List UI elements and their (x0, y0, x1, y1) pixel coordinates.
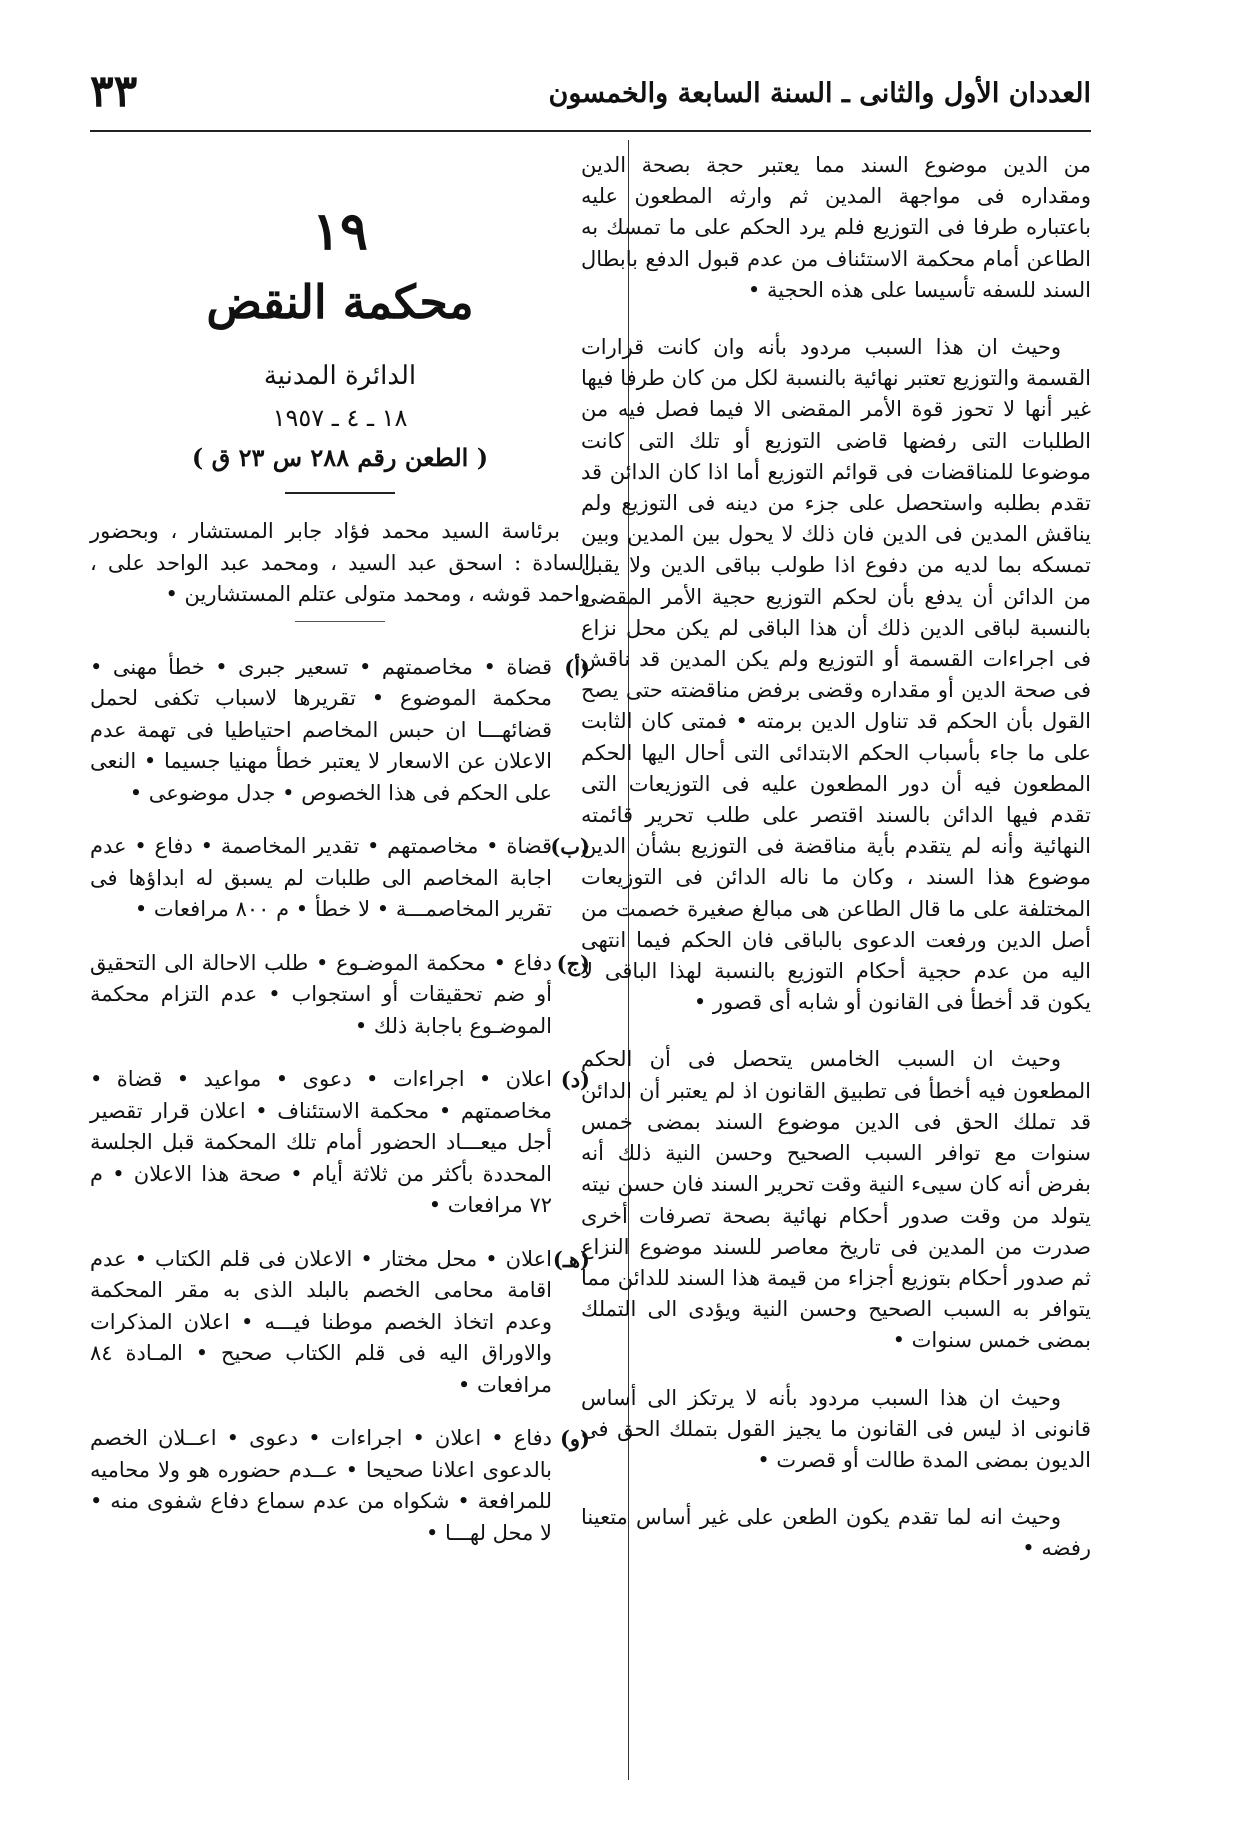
headnote-text: اعلان • محل مختار • الاعلان فى قلم الكتاب • عدم اقامة محامى الخصم بالبلد الذى به مقر المحكمة وعدم اتخاذ الخصم موطنا فيـــه • اعلان المذكرات والاوراق اليه فى قلم الكتاب صحيح • المـادة ٨٤ مرافعات • (90, 1246, 552, 1397)
paragraph: وحيث ان هذا السبب مردود بأنه وان كانت قرارات القسمة والتوزيع تعتبر نهائية بالنسبة لكل من كان طرفا فيها غير أنها لا تحوز قوة الأمر المقضى الا فيما فصل فيه من الطلبات التى رفضها قاضى التوزيع أو تلك التى كانت موضوعا للمناقضات فى قوائم التوزيع أما اذا كان الدائن قد تقدم بطلبه واستحصل على جزء من دينه فى التوزيع ولم يناقش المدين فى الدين فان ذلك لا يحول بين المدين وبين تمسكه بما لديه من دفوع اذا طولب بباقى الدين ولا يقبل من الدائن أن يدفع بأن لحكم التوزيع حجية الأمر المقضى بالنسبة لباقى الدين ذلك أن هذا الباقى لم يكن محل نزاع فى اجراءات القسمة أو التوزيع ولم يكن المدين قد ناقش فى صحة الدين أو مقداره وقضى برفض مناقضته حتى يصح القول بأن الحكم قد تناول الدين برمته • فمتى كان الثابت على ما جاء بأسباب الحكم الابتدائى التى أحال اليها الحكم المطعون فيه أن دور المطعون عليه فى التوزيعات التى تقدم فيها الدائن بالسند اقتصر على طلب تحرير قائمته النهائية وأنه لم يتقدم بأية مناقضة فى التوزيع بشأن الدين موضوع هذا السند ، وكان ما ناله الدائن فى التوزيعات المختلفة على ما قال الطاعن هى مبالغ صغيرة خصمت من أصل الدين ورفعت الدعوى بالباقى فان الحكم فيما انتهى اليه من عدم حجية أحكام التوزيع بالنسبة لهذا الباقى لا يكون قد أخطأ فى القانون أو شابه أى قصور • (581, 335, 1091, 1015)
paragraph: وحيث ان هذا السبب مردود بأنه لا يرتكز الى أساس قانونى اذ ليس فى القانون ما يجيز القول بتملك الحق فى الديون بمضى المدة طالت أو قصرت • (581, 1385, 1091, 1472)
case-number: ١٩ (312, 201, 368, 262)
paragraph: وحيث ان السبب الخامس يتحصل فى أن الحكم المطعون فيه أخطأ فى تطبيق القانون اذ لم يعتبر أن الدائن قد تملك الحق فى الدين موضوع السند بمضى خمس سنوات مع توافر السبب الصحيح وحسن النية ذلك أنه بفرض أنه كان سيىء النية وقت تحرير السند فان حسن نيته يتولد من وقت صدور أحكام نهائية بصحة تصرفات أخرى صدرت من المدين فى تاريخ معاصر للسند موضوع النزاع ثم صدور أحكام بتوزيع أجزاء من قيمة هذا السند للدائن مما يتوافر به السبب الصحيح وحسن النية ويؤدى الى التملك بمضى خمس سنوات • (581, 1047, 1091, 1353)
right-column (581, 150, 1091, 1591)
paragraph: وحيث انه لما تقدم يكون الطعن على غير أساس متعينا رفضه • (581, 1505, 1091, 1561)
headnote-text: دفاع • محكمة الموضـوع • طلب الاحالة الى التحقيق أو ضم تحقيقات أو استجواب • عدم التزام محكمة الموضـوع باجابة ذلك • (90, 950, 552, 1038)
headnote (90, 831, 590, 926)
court-circuit: الدائرة المدنية (263, 361, 417, 391)
headnote (90, 652, 590, 810)
headnote (90, 948, 590, 1043)
bench-composition: برئاسة السيد محمد فؤاد جابر المستشار ، وبحضور السادة : اسحق عبد السيد ، ومحمد عبد الواحد على ، واحمد قوشه ، ومحمد متولى عتلم المستشارين • (90, 519, 590, 606)
left-column (90, 150, 590, 1571)
headnote (90, 1423, 590, 1549)
separator-rule (295, 621, 385, 622)
appeal-number: ( الطعن رقم ٢٨٨ س ٢٣ ق ) (191, 443, 489, 472)
page-header (90, 60, 1091, 132)
headnote-text: اعلان • اجراءات • دعوى • مواعيد • قضاة • مخاصمتهم • محكمة الاستئناف • اعلان قرار تقصير أجل ميعـــاد الحضور أمام تلك المحكمة قبل الجلسة المحددة بأكثر من ثلاثة أيام • صحة هذا الاعلان • م ٧٢ مرافعات • (90, 1067, 552, 1217)
headnote-letter: (ج) (556, 950, 590, 976)
headnote (90, 1064, 590, 1222)
headnote-text: قضاة • مخاصمتهم • تقدير المخاصمة • دفاع • عدم اجابة المخاصم الى طلبات لم يسبق له ابداؤها فى تقرير المخاصمـــة • لا خطأ • م ٨٠٠ مرافعات • (90, 834, 552, 921)
headnote-letter: (هـ) (552, 1246, 590, 1272)
judgment-date: ١٨ ـ ٤ ـ ١٩٥٧ (272, 404, 408, 432)
headnote-text: قضاة • مخاصمتهم • تسعير جبرى • خطأ مهنى • محكمة الموضوع • تقريرها لاسباب تكفى لحمل قضائهـــا ان حبس المخاصم احتياطيا فى تهمة عدم الاعلان عن الاسعار لا يعتبر خطأ مهنيا جسيما • النعى على الحكم فى هذا الخصوص • جدل موضوعى • (90, 654, 552, 805)
case-header (90, 200, 590, 494)
separator-rule (285, 492, 395, 494)
headnote (90, 1244, 590, 1402)
court-name: محكمة النقض (206, 275, 474, 329)
running-title: العددان الأول والثانى ـ السنة السابعة والخمسون (548, 78, 1091, 109)
page-number: ٣٣ (90, 66, 138, 117)
paragraph: من الدين موضوع السند مما يعتبر حجة بصحة الدين ومقداره فى مواجهة المدين ثم وارثه المطعون عليه باعتباره طرفا فى التوزيع فلم يرد الحكم على ما تمسك به الطاعن أمام محكمة الاستئناف من عدم قبول الدفع بابطال السند للسفه تأسيسا على هذه الحجية • (581, 153, 1091, 302)
headnote-letter: (ب) (550, 834, 590, 859)
headnote-text: دفاع • اعلان • اجراءات • دعوى • اعــلان الخصم بالدعوى اعلانا صحيحا • عــدم حضوره هو ولا محاميه للمرافعة • شكواه من عدم سماع دفاع شفوى منه • لا محل لهـــا • (90, 1426, 552, 1545)
headnote-letter: (و) (559, 1426, 590, 1451)
headnote-letter: (أ) (564, 654, 590, 680)
headnote-letter: (د) (560, 1067, 590, 1092)
